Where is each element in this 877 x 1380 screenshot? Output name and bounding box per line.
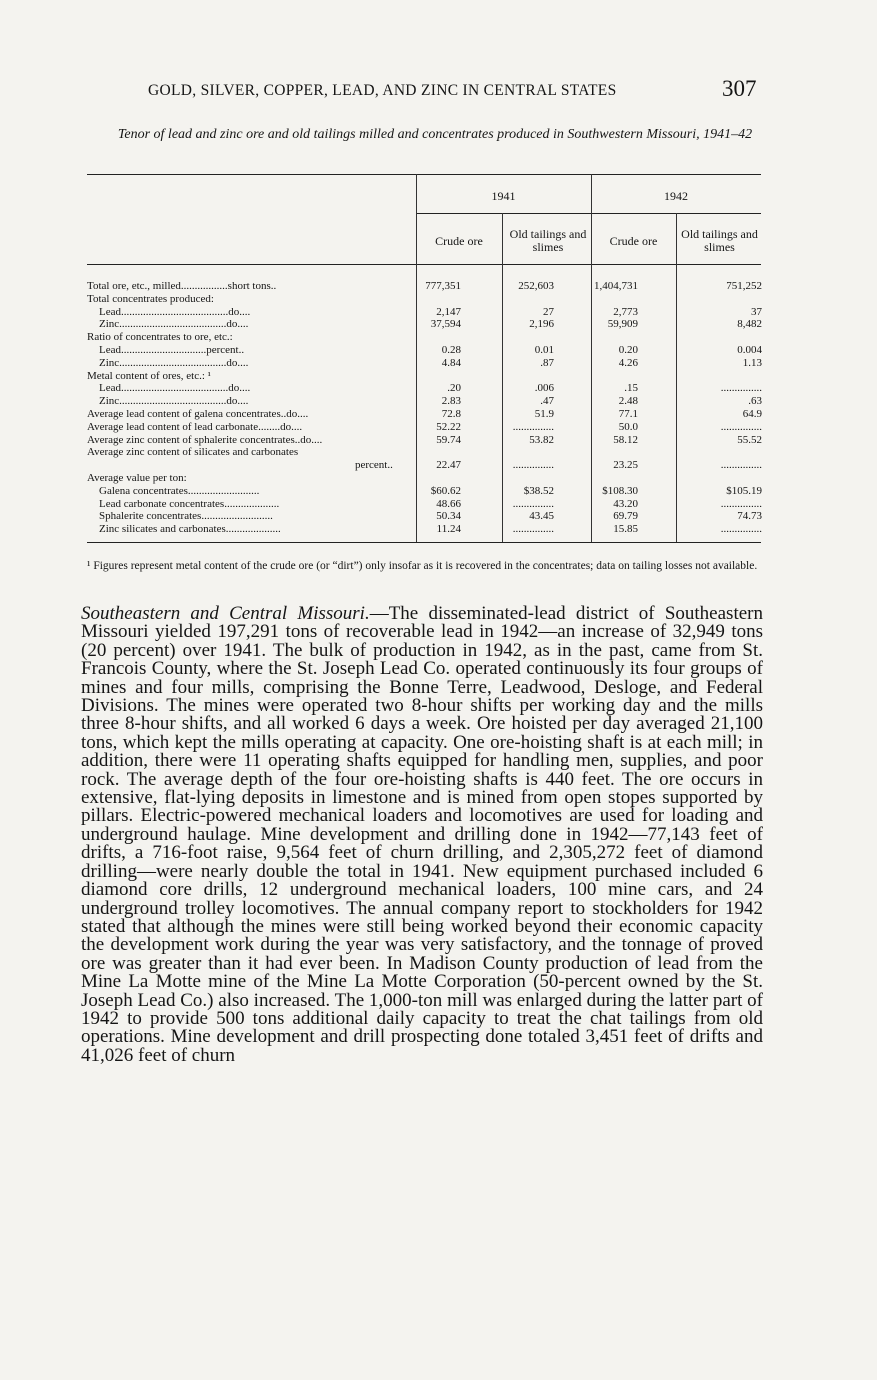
table-row-label: Metal content of ores, etc.: ¹: [87, 370, 211, 382]
table-cell: 2.48: [618, 395, 638, 408]
table-cell: $38.52: [523, 484, 554, 497]
table-row-label: Total ore, etc., milled.................short tons..: [87, 281, 277, 292]
table-cell: 53.82: [529, 433, 554, 446]
table-cell: ...............: [720, 420, 762, 433]
table-cell: .15: [624, 382, 638, 395]
table-cell: 77.1: [618, 408, 638, 420]
table-cell: .63: [748, 395, 762, 408]
table-cell: .006: [534, 382, 554, 395]
table-top-rule: [87, 174, 761, 175]
table-cell: 48.66: [436, 497, 461, 510]
column-header: Old tailings and slimes: [681, 227, 758, 254]
table-row-label: Galena concentrates..........................: [99, 485, 260, 497]
table-cell: ...............: [512, 459, 554, 472]
table-cell: 58.12: [613, 433, 638, 446]
table-cell: 72.8: [441, 408, 461, 420]
table-cell: 64.9: [742, 408, 762, 420]
table-row-label: Average lead content of galena concentrates..do....: [87, 409, 309, 420]
table-cell: ...............: [720, 497, 762, 510]
year-header: 1941: [491, 189, 516, 203]
year-header: 1942: [664, 189, 688, 203]
table-cell: 23.25: [613, 459, 638, 472]
column-header: Old tailings and slimes: [509, 227, 587, 254]
column-header: Crude ore: [609, 234, 658, 248]
table-cell: ...............: [512, 523, 554, 536]
table-row-label: Zinc.......................................do....: [99, 357, 249, 369]
column-divider: [676, 213, 677, 542]
table-cell: $108.30: [602, 484, 638, 497]
table-cell: 2,196: [529, 318, 554, 331]
table-cell: .87: [540, 356, 554, 369]
table-cell: 50.34: [436, 510, 461, 523]
table-row-label: Sphalerite concentrates..........................: [99, 511, 273, 523]
table-cell: 2.83: [441, 395, 461, 408]
table-cell: 74.73: [737, 510, 762, 523]
table-cell: ...............: [720, 523, 762, 536]
table-cell: $105.19: [726, 484, 762, 497]
table-cell: ...............: [720, 382, 762, 395]
table-cell: 0.004: [737, 344, 762, 356]
table-row-label: Lead.......................................do....: [99, 306, 251, 318]
body-paragraph: [81, 605, 763, 1065]
table-cell: .47: [540, 395, 554, 408]
table-row-label: Average zinc content of silicates and carbonates: [87, 447, 299, 459]
table-cell: 55.52: [737, 433, 762, 446]
table-row-label: Zinc.......................................do....: [99, 396, 249, 408]
table-cell: 37: [751, 305, 762, 318]
table-cell: 43.20: [613, 497, 638, 510]
table-row-label: Average lead content of lead carbonate........do....: [87, 421, 303, 433]
table-row-label: percent..: [355, 460, 393, 472]
table-caption: Tenor of lead and zinc ore and old tailings milled and concentrates produced in Southwestern Missouri, 1941–42: [117, 127, 753, 142]
table-cell: $60.62: [430, 484, 461, 497]
table-cell: 11.24: [436, 523, 461, 536]
column-header-rule: [87, 264, 761, 265]
table-cell: 2,147: [436, 305, 461, 318]
table-cell: 4.26: [618, 356, 638, 369]
table-cell: 52.22: [436, 420, 461, 433]
table-row-label: Lead...............................percent..: [99, 345, 245, 356]
table-row-label: Lead.......................................do....: [99, 383, 251, 395]
column-header: Crude ore: [435, 234, 483, 248]
table-row-label: Average zinc content of sphalerite concentrates..do....: [87, 434, 323, 446]
table-cell: 777,351: [425, 280, 461, 292]
table-cell: 51.9: [534, 408, 554, 420]
table-cell: 50.0: [618, 420, 638, 433]
table-cell: 4.84: [441, 356, 461, 369]
table-row-label: Lead carbonate concentrates....................: [99, 498, 280, 510]
table-cell: 37,594: [430, 318, 461, 331]
table-row-label: Zinc silicates and carbonates....................: [99, 524, 281, 536]
table-cell: 22.47: [436, 459, 461, 472]
table-cell: 1,404,731: [594, 280, 638, 292]
table-cell: 1.13: [742, 356, 762, 369]
year-header-rule: [416, 213, 761, 214]
table-row-label: Average value per ton:: [87, 473, 187, 484]
table-cell: 2,773: [613, 305, 638, 318]
table-cell: 15.85: [613, 523, 638, 536]
table-row-label: Ratio of concentrates to ore, etc.:: [87, 332, 233, 344]
table-bottom-rule: [87, 542, 761, 543]
table-cell: 751,252: [726, 280, 762, 292]
table-cell: 43.45: [529, 510, 554, 523]
table-cell: 0.20: [618, 344, 638, 356]
table-cell: 27: [543, 305, 554, 318]
table-cell: 59.74: [436, 433, 461, 446]
table-cell: 69.79: [613, 510, 638, 523]
running-head: GOLD, SILVER, COPPER, LEAD, AND ZINC IN CENTRAL STATES: [148, 82, 617, 99]
table-cell: 252,603: [518, 280, 554, 292]
table-footnote: ¹ Figures represent metal content of the crude ore (or “dirt”) only insofar as it is recovered in the concentrates; data on tailing losses not available.: [87, 560, 758, 572]
table-cell: .20: [447, 382, 461, 395]
table-cell: 0.01: [534, 344, 554, 356]
section-lead-in: Southeastern and Central Missouri.: [81, 603, 370, 624]
table-cell: 0.28: [441, 344, 461, 356]
paragraph-text: —The disseminated-lead district of Southeastern Missouri yielded 197,291 tons of recoverable lead in 1942—an increase of 32,949 tons (20 percent) over 1941. The bulk of production in 1942, as in the past, came from St. Francois County, where the St. Joseph Lead Co. operated continuously its four groups of mines and four mills, comprising the Bonne Terre, Leadwood, Desloge, and Federal Divisions. The mines were operated two 8-hour shifts per working day and the mills three 8-hour shifts, and all worked 6 days a week. Ore hoisted per day averaged 21,100 tons, which kept the mills operating at capacity. One ore-hoisting shaft is at each mill; in addition, there were 11 operating shafts equipped for handling men, supplies, and poor rock. The average depth of the four ore-hoisting shafts is 440 feet. The ore occurs in extensive, flat-lying deposits in limestone and is mined from open stopes supported by pillars. Electric-powered mechanical loaders and locomotives are used for loading and underground haulage. Mine development and drilling done in 1942—77,143 feet of drifts, a 716-foot raise, 9,564 feet of churn drilling, and 2,305,272 feet of diamond drilling—were nearly double the total in 1941. New equipment purchased included 6 diamond core drills, 12 underground mechanical loaders, 100 mine cars, and 24 underground trolley locomotives. The annual company report to stockholders for 1942 stated that although the mines were still being worked beyond their economic capacity the development work during the year was very satisfactory, and the tonnage of proved ore was greater than it had ever been. In Madison County production of lead from the Mine La Motte mine of the Mine La Motte Corporation (50-percent owned by the St. Joseph Lead Co.) also increased. The 1,000-ton mill was enlarged during the latter part of 1942 to provide 500 tons additional daily capacity to treat the chat tailings from old operations. Mine development and drill prospecting done totaled 3,451 feet of drifts and 41,026 feet of churn: [81, 603, 763, 1066]
table-cell: ...............: [512, 420, 554, 433]
table-row-label: Zinc.......................................do....: [99, 319, 249, 331]
table-cell: ...............: [512, 497, 554, 510]
table-cell: ...............: [720, 459, 762, 472]
table-cell: 59,909: [607, 318, 638, 331]
table-row-label: Total concentrates produced:: [87, 293, 214, 305]
page-number: 307: [722, 76, 757, 101]
table-cell: 8,482: [737, 318, 762, 331]
